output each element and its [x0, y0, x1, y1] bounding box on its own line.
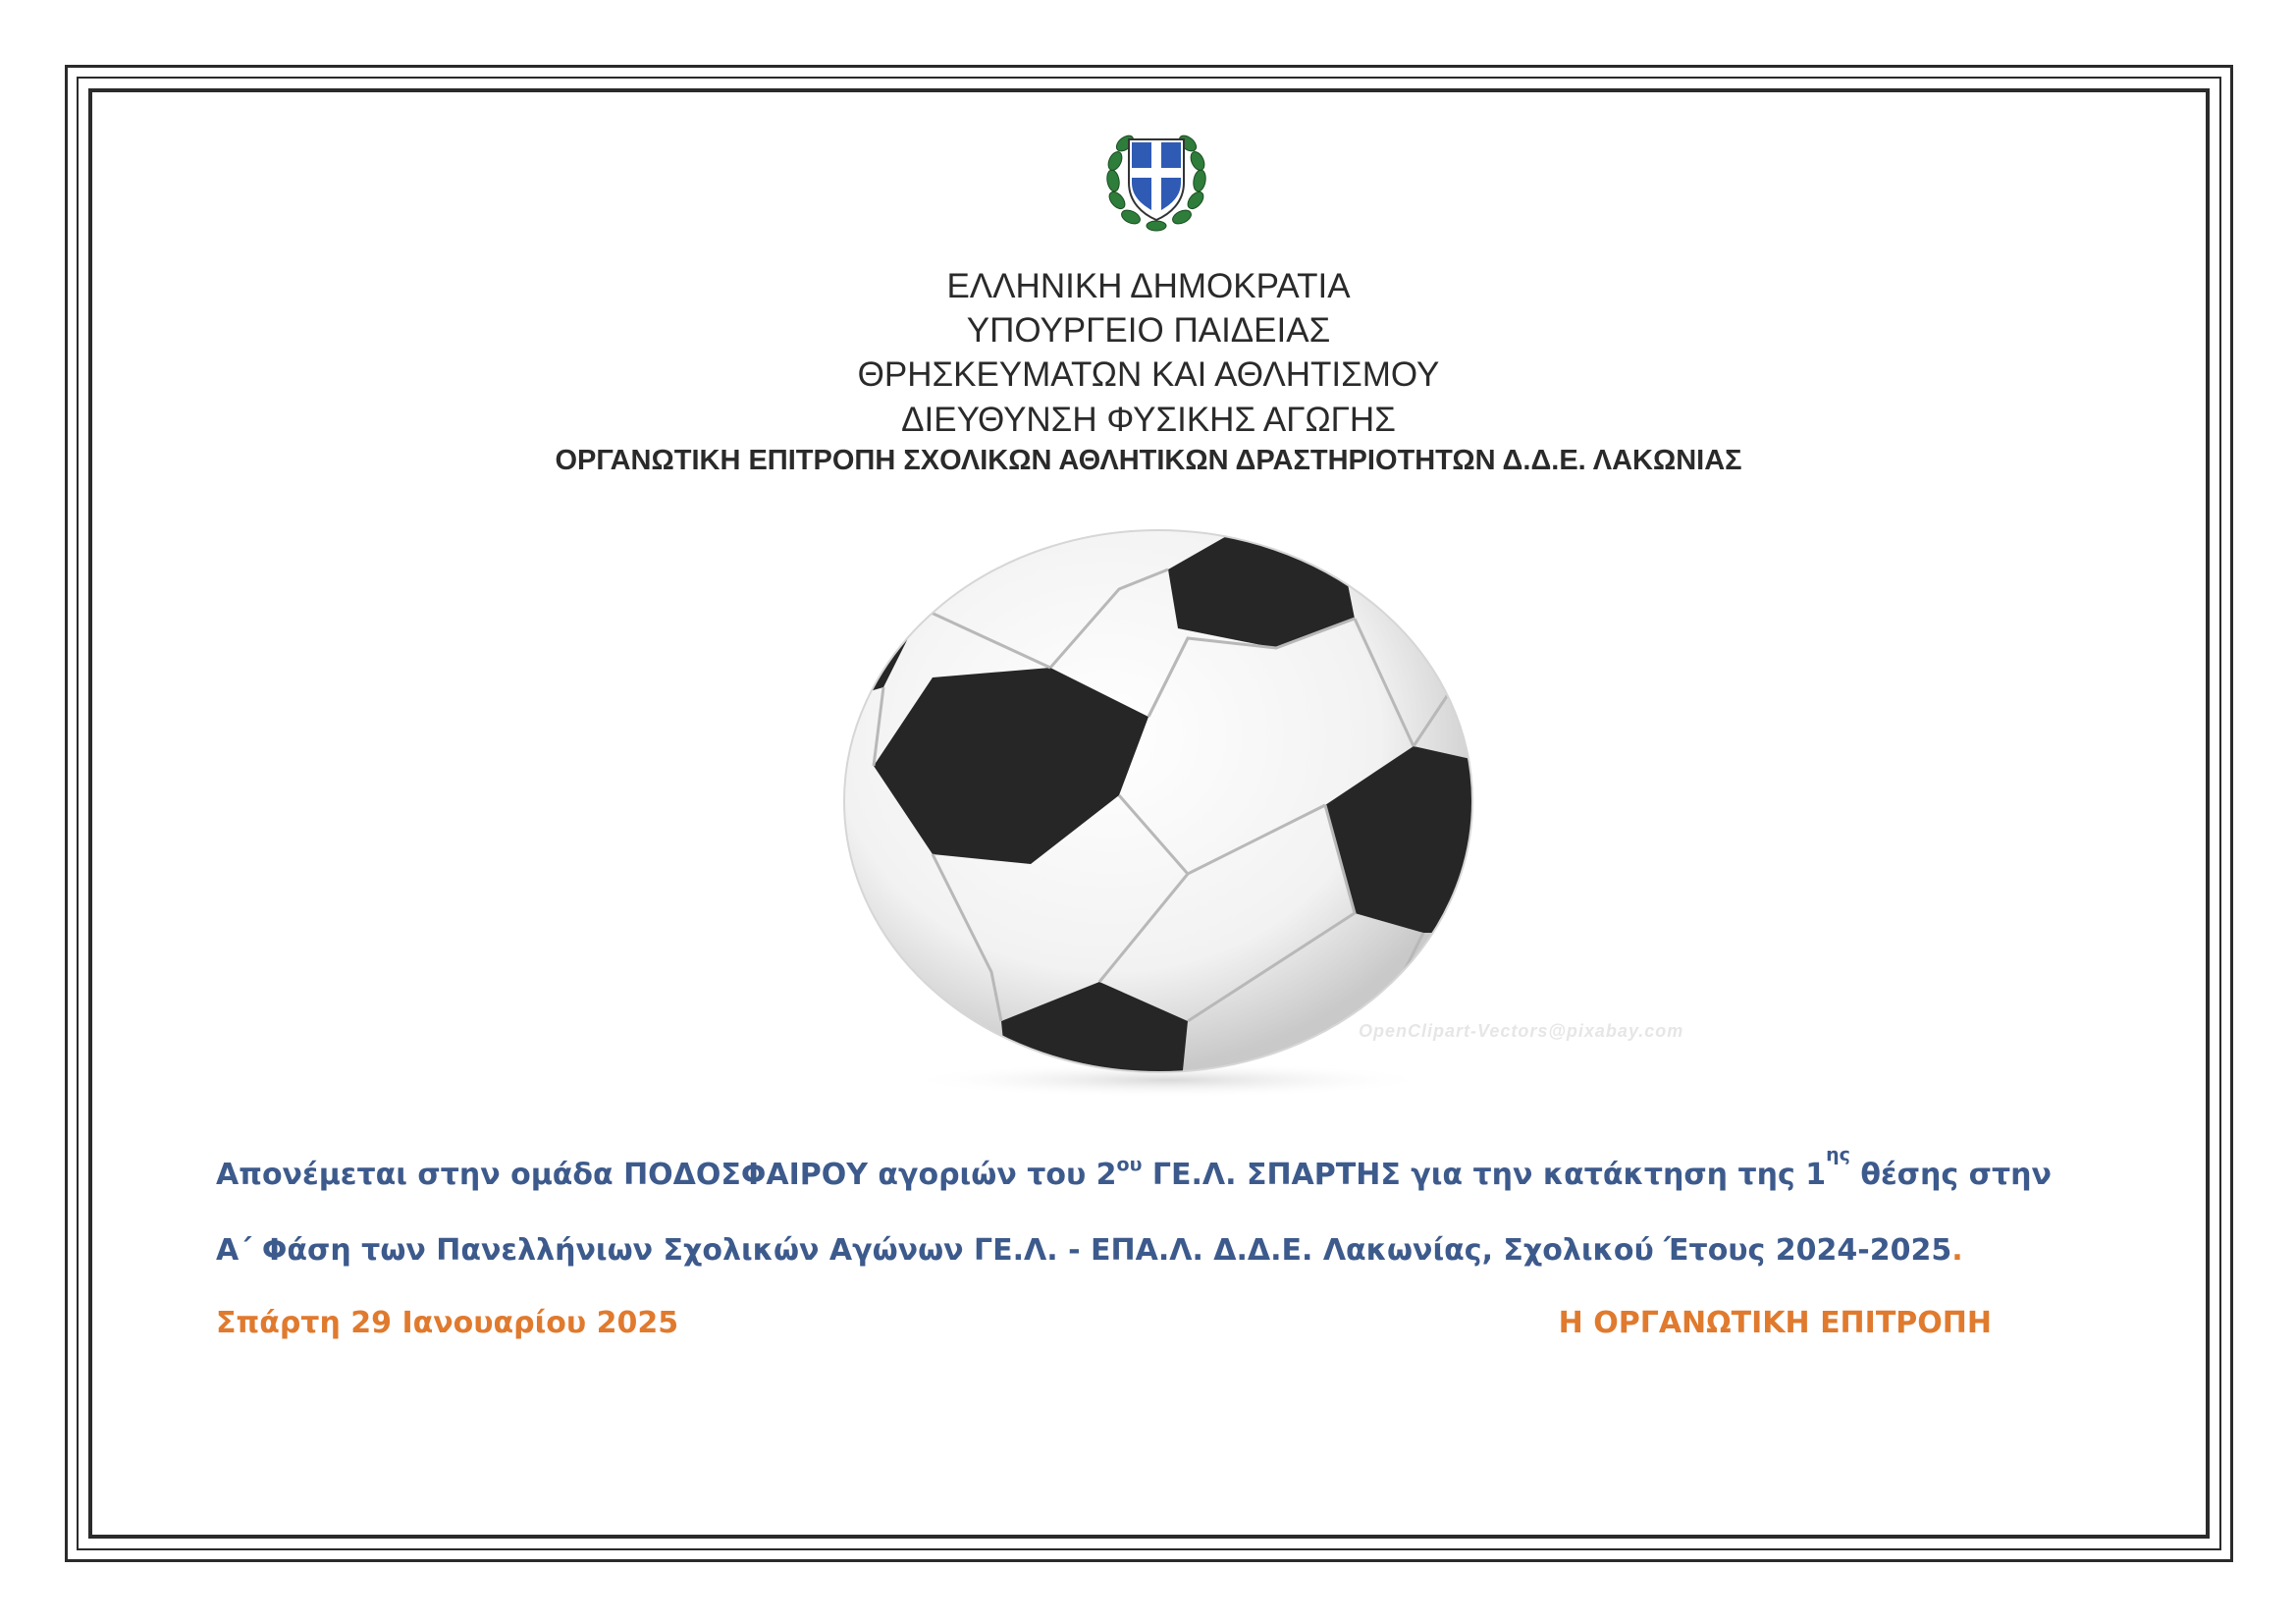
award-ordinal-suffix: ης: [1826, 1144, 1850, 1165]
award-text-segment: Απονέμεται στην ομάδα ΠΟΔΟΣΦΑΙΡΟΥ αγοριών του 2: [216, 1158, 1117, 1192]
header-line-committee: ΟΡΓΑΝΩΤΙΚΗ ΕΠΙΤΡΟΠΗ ΣΧΟΛΙΚΩΝ ΑΘΛΗΤΙΚΩΝ ΔΡΑΣΤΗΡΙΟΤΗΤΩΝ Δ.Δ.Ε. ΛΑΚΩΝΙΑΣ: [555, 445, 1742, 476]
greek-emblem-icon: [1095, 122, 1217, 234]
place-date: Σπάρτη 29 Ιανουαρίου 2025: [216, 1306, 679, 1340]
header-line-ministry-cont: ΘΡΗΣΚΕΥΜΑΤΩΝ ΚΑΙ ΑΘΛΗΤΙΣΜΟΥ: [857, 355, 1440, 394]
award-text-segment: ΓΕ.Λ. ΣΠΑΡΤΗΣ για την κατάκτηση της 1: [1142, 1158, 1827, 1192]
award-text-segment: θέσης στην: [1849, 1158, 2052, 1192]
signature-committee: Η ΟΡΓΑΝΩΤΙΚΗ ΕΠΙΤΡΟΠΗ: [1558, 1306, 1992, 1340]
award-ordinal-suffix: ου: [1116, 1154, 1143, 1175]
soccer-ball-image: [825, 511, 1492, 1100]
award-text-period: .: [1951, 1233, 1963, 1268]
award-text-line2: [216, 1231, 2081, 1271]
header-line-directorate: ΔΙΕΥΘΥΝΣΗ ΦΥΣΙΚΗΣ ΑΓΩΓΗΣ: [901, 401, 1396, 439]
award-text-segment: Α΄ Φάση των Πανελλήνιων Σχολικών Αγώνων ΓΕ.Λ. - ΕΠΑ.Λ. Δ.Δ.Ε. Λακωνίας, Σχολικού Έτους 2024-2025: [216, 1233, 1952, 1268]
image-watermark: OpenClipart-Vectors@pixabay.com: [1359, 1021, 1684, 1041]
header-line-republic: ΕΛΛΗΝΙΚΗ ΔΗΜΟΚΡΑΤΙΑ: [946, 267, 1351, 305]
award-text-line1: [216, 1144, 2081, 1195]
header-line-ministry: ΥΠΟΥΡΓΕΙΟ ΠΑΙΔΕΙΑΣ: [966, 311, 1331, 350]
